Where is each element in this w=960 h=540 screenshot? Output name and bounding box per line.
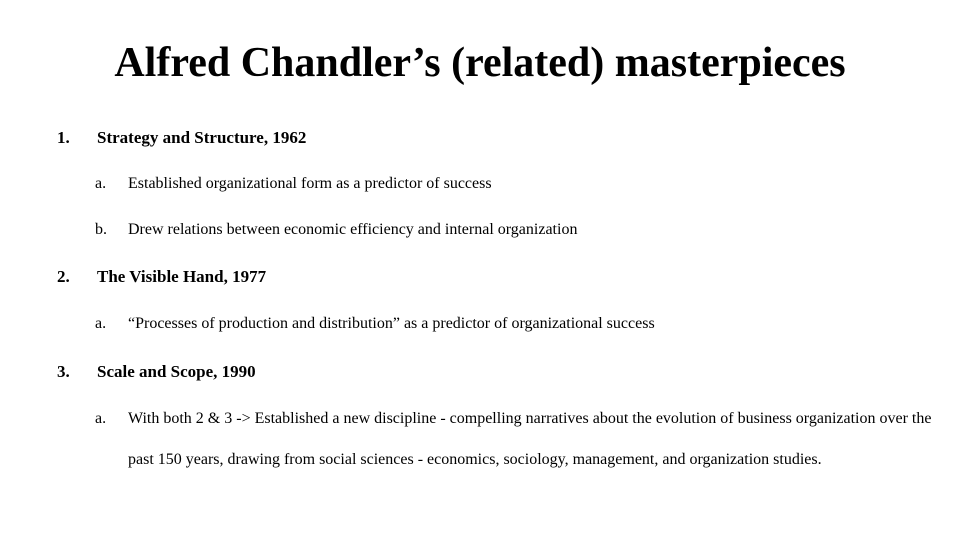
sublist-text-2a: “Processes of production and distribution” as a predictor of organizational success bbox=[128, 315, 655, 332]
sublist-text-1a: Established organizational form as a predictor of success bbox=[128, 175, 492, 192]
sublist-letter-3a: a. bbox=[95, 410, 107, 427]
sublist-letter-1b: b. bbox=[95, 221, 107, 238]
sublist-letter-2a: a. bbox=[95, 315, 107, 332]
slide-title: Alfred Chandler’s (related) masterpieces bbox=[114, 40, 846, 86]
list-heading-3: Scale and Scope, 1990 bbox=[97, 362, 256, 381]
list-heading-2: The Visible Hand, 1977 bbox=[97, 267, 267, 286]
list-number-3: 3. bbox=[57, 362, 70, 381]
sublist-letter-1a: a. bbox=[95, 175, 107, 192]
list-number-2: 2. bbox=[57, 267, 70, 286]
list-heading-1: Strategy and Structure, 1962 bbox=[97, 128, 307, 147]
sublist-text-3a: With both 2 & 3 -> Established a new discipline - compelling narratives about the evolution of business organization over the past 150 years, drawing from social sciences - economics, sociology, management, and organization studies. bbox=[128, 410, 932, 468]
list-number-1: 1. bbox=[57, 128, 70, 147]
sublist-text-1b: Drew relations between economic efficiency and internal organization bbox=[128, 221, 578, 238]
